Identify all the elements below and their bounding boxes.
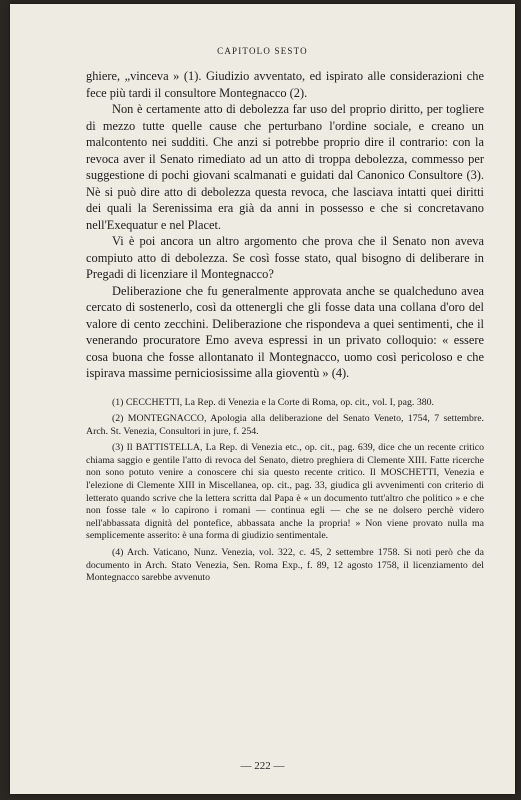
- paragraph-1: ghiere, „vinceva » (1). Giudizio avventato, ed ispirato alle considerazioni che fece più tardi il consultore Montegnacco (2).: [86, 69, 484, 100]
- footnotes: [86, 397, 484, 585]
- book-page: [10, 4, 515, 794]
- paragraph-4: Deliberazione che fu generalmente approvata anche se qualcheduno avea cercato di sostenerlo, così da ottenergli che gli fosse data una collana d'oro del valore di cento zecchini. Deliberazione che rispondeva a quei sentimenti, che il venerando procuratore Emo aveva espressi in un privato colloquio: « essere cosa buona che fosse allontanato il Montegnacco, uomo così pericoloso e che ispirava massime perniciosissime alla gioventù » (4).: [86, 283, 484, 380]
- footnote-1: (1) CECCHETTI, La Rep. di Venezia e la Corte di Roma, op. cit., vol. I, pag. 380.: [112, 396, 434, 408]
- footnote-2: (2) MONTEGNACCO, Apologia alla deliberazione del Senato Veneto, 1754, 7 settembre. Arch. St. Venezia, Consultori in jure, f. 254.: [86, 413, 484, 437]
- paragraph-2: Non è certamente atto di debolezza far uso del proprio diritto, per togliere di mezzo tutte quelle cause che perturbano l'ordine sociale, e creano un malcontento nei sudditi. Che anzi si potrebbe proprio dire il contrario: con la revoca aver il Senato rimediato ad un atto di troppa debolezza, commesso per suggestione di pochi giovani scalmanati e guidati dal Canonico Consultore (3). Nè si può dire atto di debolezza questa revoca, che lasciava intatti quei diritti dei quali la Serenissima era già da anni in possesso e che si concretavano nell'Exequatur e nel Placet.: [86, 102, 484, 232]
- paragraph-3: Vi è poi ancora un altro argomento che prova che il Senato non aveva compiuto atto di debolezza. Se così fosse stato, qual bisogno di deliberare in Pregadi di licenziare il Montegnacco?: [86, 234, 484, 281]
- page-body: [86, 68, 484, 585]
- footnote-4: (4) Arch. Vaticano, Nunz. Venezia, vol. 322, c. 45, 2 settembre 1758. Si noti però che da documento in Arch. Stato Venezia, Sen. Roma Exp., f. 89, 12 agosto 1758, il licenziamento del Montegnacco sarebbe avvenuto: [86, 547, 484, 584]
- running-header: CAPITOLO SESTO: [217, 46, 308, 56]
- footnote-3: (3) Il BATTISTELLA, La Rep. di Venezia etc., op. cit., pag. 639, dice che un recente critico chiama saggio e gentile l'atto di revoca del Senato, dietro preghiera di Clemente XIII. Fatte ricerche non sono potuto venire a conoscere chi sia questo recente critico. Il MOSCHETTI, Venezia e l'elezione di Clemente XIII in Miscellanea, op. cit., pag. 33, giudica gli avvenimenti con criterio di letterato quando scrive che la lettera scritta dal Papa è « un documento tutt'altro che politico » e che non fosse tale « lo capirono i romani — continua egli — che se ne dolsero perchè videro nell'abbassata dignità del pontefice, abbassata anche la propria! » Non viene provato nulla ma semplicemente asserito: è una forma di giudizio sentimentale.: [86, 442, 484, 542]
- page-number: — 222 —: [240, 760, 285, 772]
